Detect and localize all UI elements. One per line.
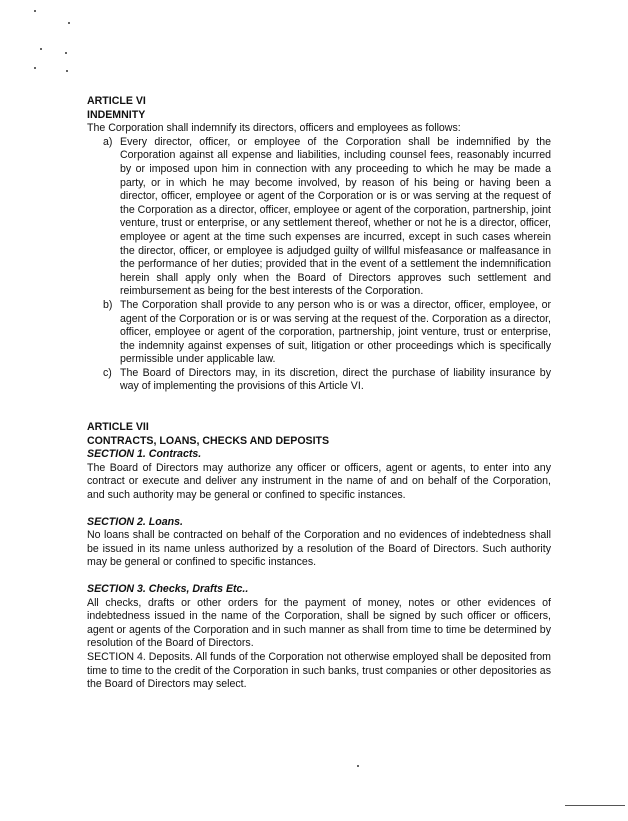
list-item-text: Every director, officer, or employee of the Corporation shall be indemnified by the Corporation against all expense and liabilities, including counsel fees, reasonably incurred by or imposed upon him in connection with any proceeding to which he may be made a party, or in which he may become involved, by reason of his being or having been a director, officer, employee or agent of the Corporation or is or was serving at the request of the Corporation as a director, officer, employee or agent of the corporation, partnership, joint venture, trust or enterprise, or any settlement thereof, whether or not he is a director, officer, employee or agent at the time such expenses are incurred, except in such cases wherein the director, officer, or employee is adjudged guilty of willful misfeasance or malfeasance in the performance of her duties; provided that in the event of a settlement the indemnification herein shall apply only when the Board of Directors approves such settlement and reimbursement as being for the best interests of the Corporation. <box>120 135 551 298</box>
article-vi-title: INDEMNITY <box>87 108 146 121</box>
list-item-text: The Corporation shall provide to any person who is or was a director, officer, employee, or agent of the Corporation or is or was serving at the request of the. Corporation as a director, officer, employee or agent of the corporation, partnership, joint venture, trust or enterprise, the indemnity against expenses of suit, litigation or other proceedings which is specifically permissible under applicable law. <box>120 298 551 366</box>
section-2-text: No loans shall be contracted on behalf of the Corporation and no evidences of indebtedness shall be issued in its name unless authorized by a resolution of the Board of Directors. Such authority may be general or confined to specific instances. <box>87 529 551 569</box>
list-marker: b) <box>103 298 113 311</box>
scan-speck <box>68 22 70 24</box>
scan-speck <box>40 48 42 50</box>
section-4-text: SECTION 4. Deposits. All funds of the Corporation not otherwise employed shall be deposited from time to time to the credit of the Corporation in such banks, trust companies or other depositories as the Board of Directors may select. <box>87 650 552 691</box>
article-vii-heading: ARTICLE VII <box>87 421 149 434</box>
scan-speck <box>34 67 36 69</box>
scan-speck <box>357 765 359 767</box>
section-3-title: SECTION 3. Checks, Drafts Etc.. <box>87 583 249 595</box>
list-item <box>87 299 551 367</box>
article-vi-heading: ARTICLE VI <box>87 95 146 107</box>
scan-speck <box>65 52 67 54</box>
footer-rule <box>565 805 625 806</box>
scan-speck <box>34 10 36 12</box>
scan-speck <box>66 70 68 72</box>
document-page <box>87 95 551 692</box>
section-3-text: All checks, drafts or other orders for the payment of money, notes or other evidences of indebtedness issued in the name of the Corporation, shall be signed by such officer or officers, agent or agents of the Corporation and in such manner as shall from time to time be determined by resolution of the Board of Directors. <box>87 596 551 650</box>
list-item <box>87 136 551 299</box>
section-2-title: SECTION 2. Loans. <box>87 515 183 528</box>
section-1-text: The Board of Directors may authorize any officer or officers, agent or agents, to enter into any contract or execute and deliver any instrument in the name of and on behalf of the Corporation, and such authority may be general or confined to specific instances. <box>87 461 551 502</box>
article-vi-intro: The Corporation shall indemnify its directors, officers and employees as follows: <box>87 122 461 135</box>
list-item-text: The Board of Directors may, in its discretion, direct the purchase of liability insurance by way of implementing the provisions of this Article VI. <box>120 366 551 393</box>
indemnity-list <box>87 136 551 394</box>
list-marker: c) <box>103 366 112 379</box>
article-vii-title: CONTRACTS, LOANS, CHECKS AND DEPOSITS <box>87 434 330 447</box>
section-1-title: SECTION 1. Contracts. <box>87 448 202 461</box>
list-marker: a) <box>103 135 113 148</box>
list-item <box>87 367 551 394</box>
